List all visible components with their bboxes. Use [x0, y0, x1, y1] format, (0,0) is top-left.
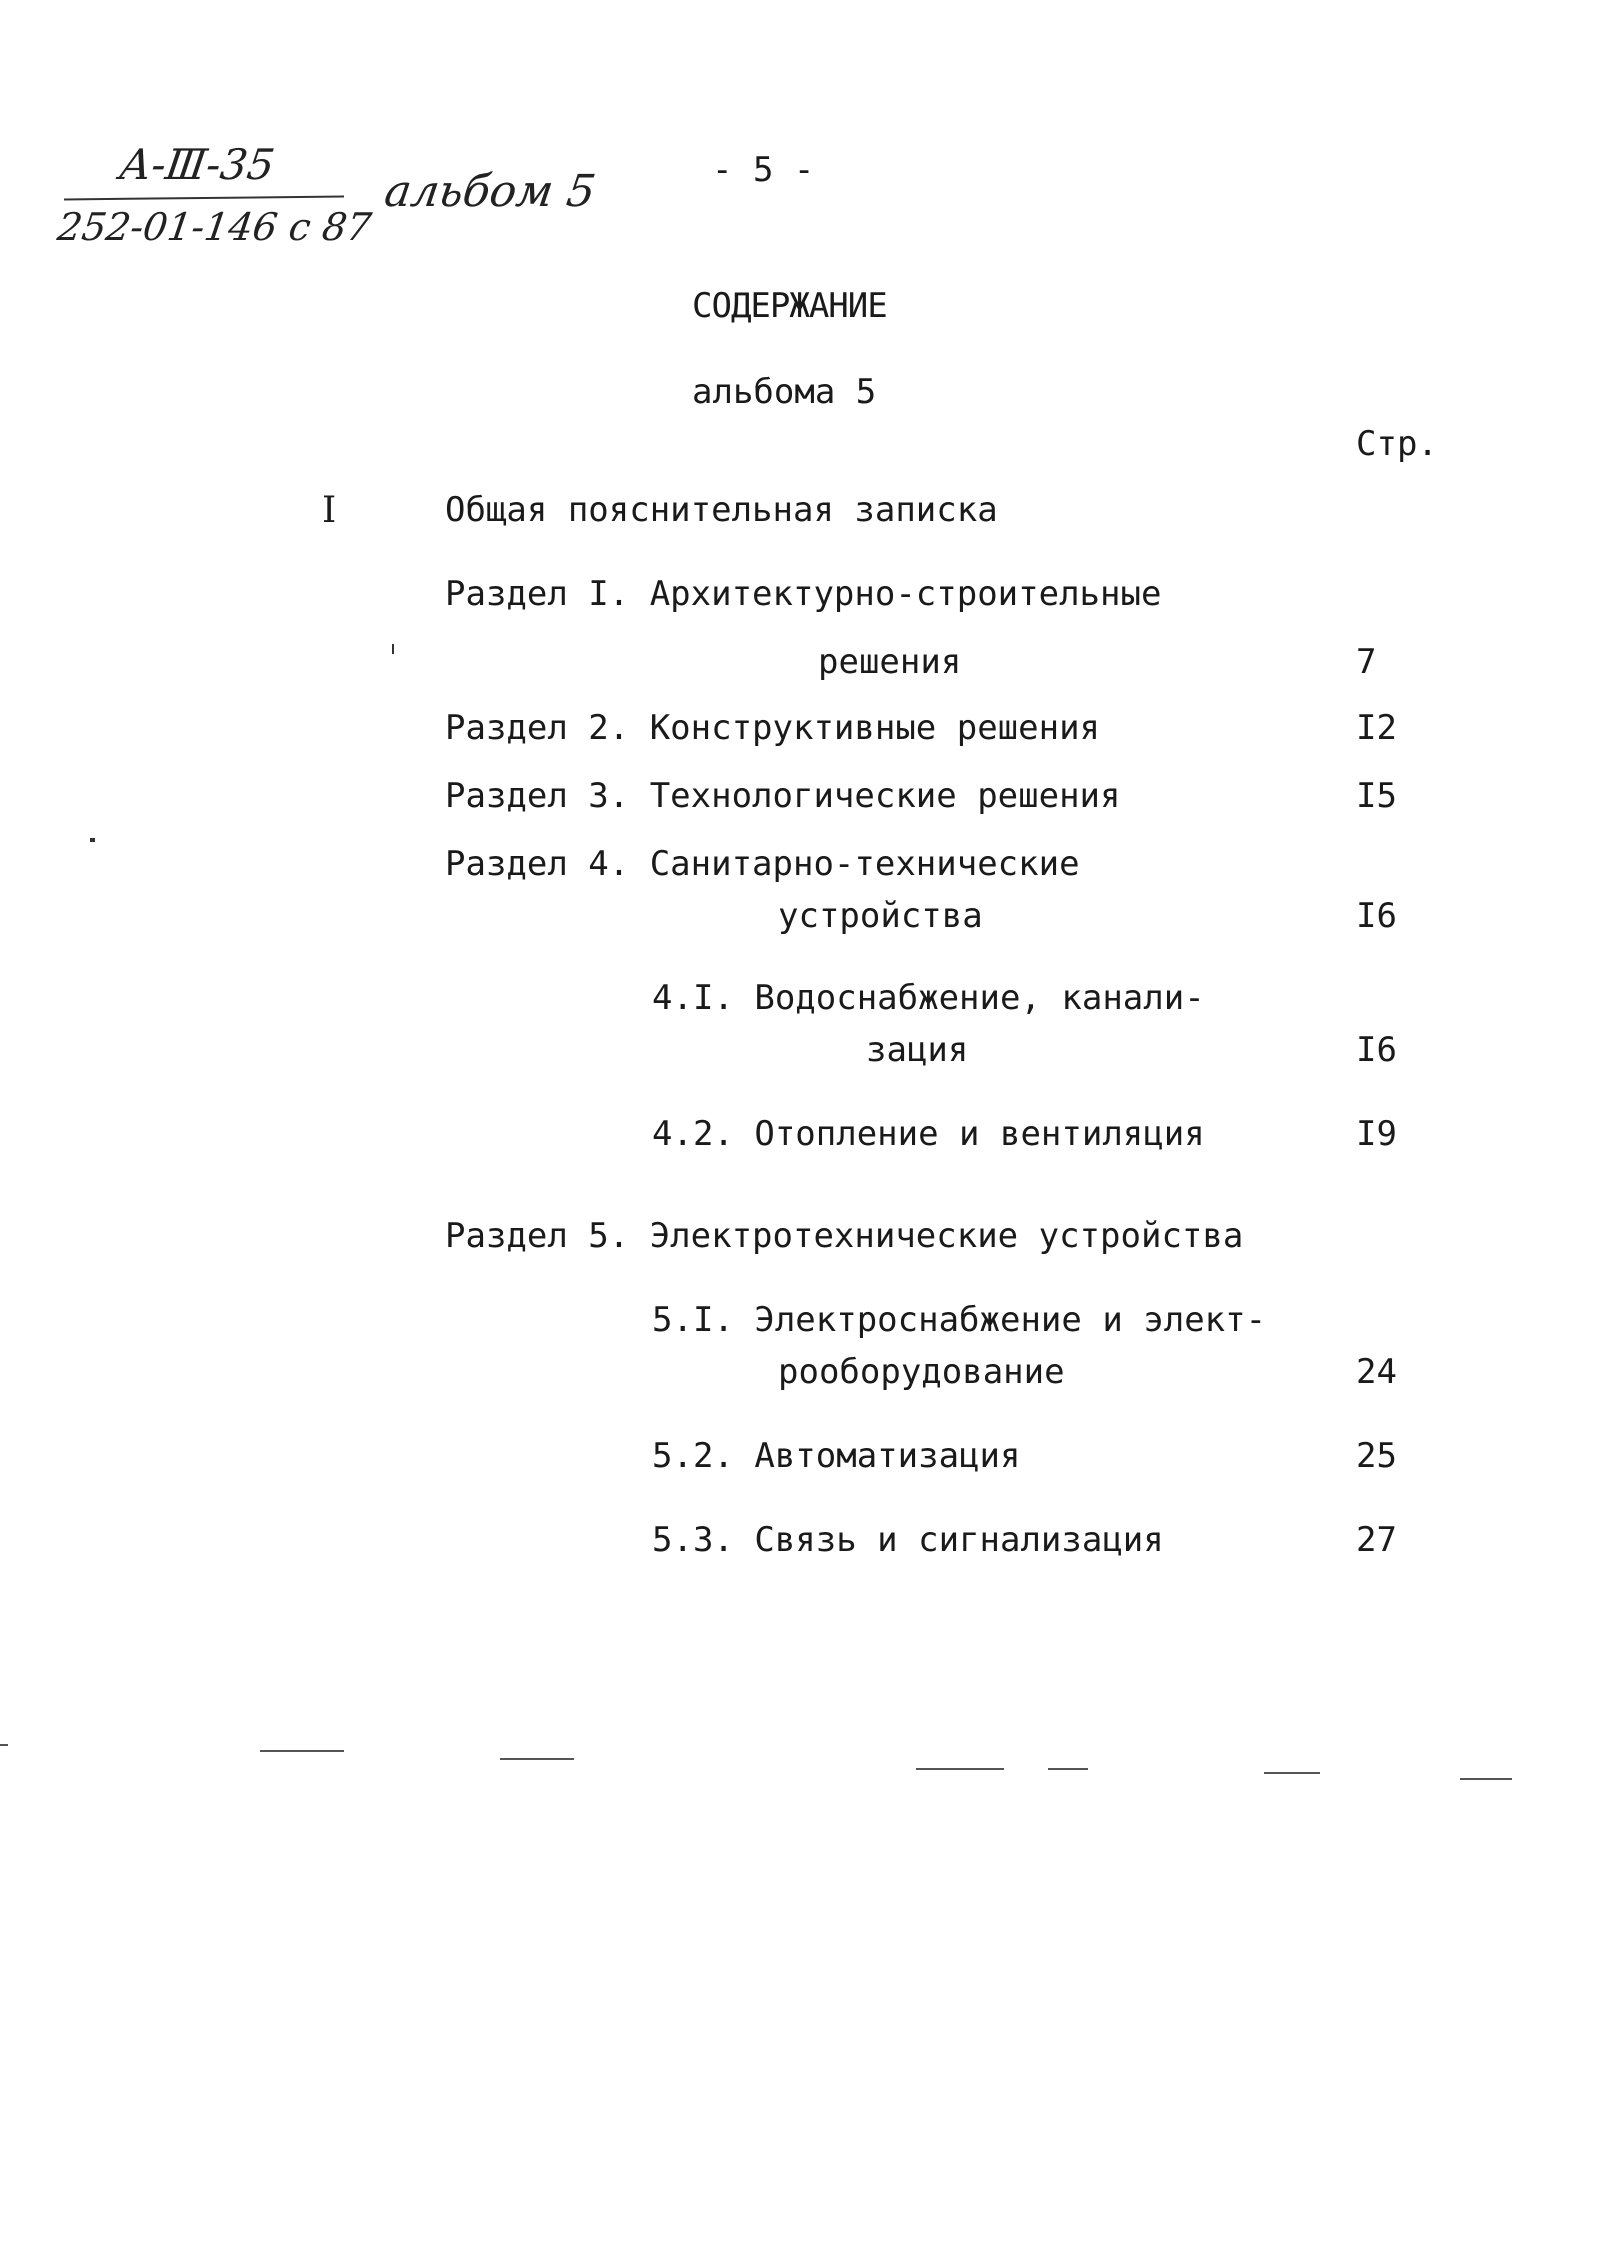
toc-subsection-4-1-page: I6	[1356, 1030, 1397, 1070]
scan-dash	[500, 1758, 574, 1760]
page-number: - 5 -	[712, 150, 815, 190]
toc-section-5: Раздел 5. Электротехнические устройства	[445, 1216, 1244, 1256]
scan-speck	[392, 644, 394, 654]
page-column-header: Стр.	[1356, 424, 1438, 464]
toc-section-1-line-2: решения	[818, 642, 962, 682]
toc-section-3: Раздел 3. Технологические решения	[445, 776, 1121, 816]
toc-subsection-5-1-line-2: рооборудование	[778, 1352, 1065, 1392]
toc-subsection-5-2-page: 25	[1356, 1436, 1397, 1476]
handwritten-fraction-rule	[64, 196, 344, 201]
scan-dash	[260, 1750, 344, 1752]
toc-section-2-page: I2	[1356, 708, 1397, 748]
toc-section-1-page: 7	[1356, 642, 1377, 682]
toc-section-4-line-1: Раздел 4. Санитарно-технические	[445, 844, 1080, 884]
toc-subsection-4-2: 4.2. Отопление и вентиляция	[652, 1114, 1205, 1154]
toc-section-4-page: I6	[1356, 896, 1397, 936]
toc-section-3-page: I5	[1356, 776, 1397, 816]
scan-dash	[1460, 1778, 1512, 1780]
handwritten-album-note: альбом 5	[381, 166, 599, 217]
scan-dash	[1264, 1772, 1320, 1774]
toc-section-1-line-1: Раздел I. Архитектурно-строительные	[445, 574, 1162, 614]
toc-section-4-line-2: устройства	[778, 896, 983, 936]
page-title: СОДЕРЖАНИЕ	[692, 286, 887, 326]
scan-dash	[0, 1744, 8, 1746]
scan-dash	[1048, 1768, 1088, 1770]
toc-subsection-5-1-page: 24	[1356, 1352, 1397, 1392]
toc-subsection-4-2-page: I9	[1356, 1114, 1397, 1154]
toc-subsection-4-1-line-1: 4.I. Водоснабжение, канали-	[652, 978, 1205, 1018]
toc-section-2: Раздел 2. Конструктивные решения	[445, 708, 1101, 748]
handwritten-code-bottom: 252-01-146 с 87	[54, 205, 374, 249]
toc-roman-numeral: I	[322, 490, 337, 531]
toc-subsection-4-1-line-2: зация	[866, 1030, 969, 1070]
scan-speck	[90, 838, 95, 842]
page-subtitle: альбома 5	[692, 372, 877, 412]
toc-subsection-5-2: 5.2. Автоматизация	[652, 1436, 1021, 1476]
handwritten-code-top: А-Ⅲ-35	[116, 140, 278, 189]
toc-subsection-5-3: 5.3. Связь и сигнализация	[652, 1520, 1164, 1560]
toc-subsection-5-1-line-1: 5.I. Электроснабжение и элект-	[652, 1300, 1267, 1340]
toc-subsection-5-3-page: 27	[1356, 1520, 1397, 1560]
scan-dash	[916, 1768, 1004, 1770]
toc-general-note: Общая пояснительная записка	[445, 490, 998, 530]
